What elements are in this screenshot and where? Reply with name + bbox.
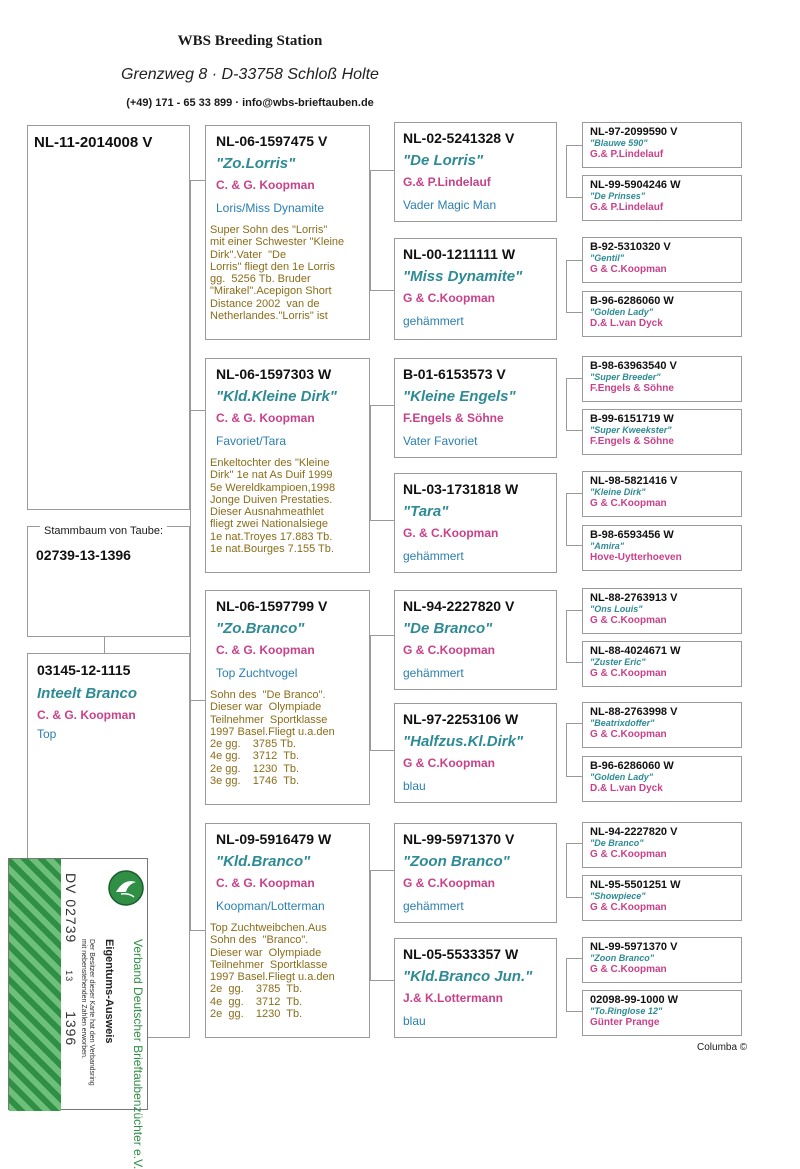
- connector-line: [566, 493, 582, 494]
- connector-line: [370, 520, 394, 521]
- pigeon-name: "Zo.Branco": [216, 620, 305, 637]
- connector-line: [566, 897, 582, 898]
- pigeon-name: "Miss Dynamite": [403, 268, 523, 285]
- pigeon-name: "Gentil": [590, 253, 625, 263]
- pigeon-gen2: [205, 823, 370, 1038]
- pigeon-ring: NL-03-1731818 W: [403, 481, 519, 497]
- pigeon-gen3: [394, 473, 557, 573]
- pigeon-gen4: [582, 641, 742, 687]
- pigeon-breeder: G.& P.Lindelauf: [590, 149, 664, 160]
- pigeon-gen3: [394, 238, 557, 340]
- connector-line: [566, 723, 582, 724]
- connector-line: [566, 145, 582, 146]
- station-title: WBS Breeding Station: [177, 33, 323, 49]
- pigeon-main: [27, 125, 190, 510]
- pigeon-breeder: G & C.Koopman: [590, 964, 667, 975]
- pigeon-gen3: [394, 703, 557, 803]
- pigeon-breeder: G & C.Koopman: [403, 756, 495, 770]
- pigeon-info: blau: [403, 1014, 426, 1028]
- pigeon-ring: NL-97-2253106 W: [403, 711, 519, 727]
- pigeon-name: "Tara": [403, 503, 449, 520]
- pigeon-gen3: [394, 823, 557, 923]
- pigeon-info: gehämmert: [403, 549, 464, 563]
- connector-line: [370, 405, 371, 520]
- pigeon-breeder: Hove-Uytterhoeven: [590, 552, 682, 563]
- pigeon-ring: NL-94-2227820 V: [403, 598, 515, 614]
- pigeon-name: "Ons Louis": [590, 604, 643, 614]
- pigeon-ring: NL-00-1211111 W: [403, 246, 516, 262]
- pigeon-info: gehämmert: [403, 666, 464, 680]
- card-ring-suffix: 1396: [63, 1011, 79, 1047]
- pigeon-ring: B-01-6153573 V: [403, 366, 506, 382]
- pigeon-breeder: Günter Prange: [590, 1017, 660, 1028]
- connector-line: [566, 843, 567, 897]
- connector-line: [566, 378, 582, 379]
- connector-line: [566, 958, 567, 1011]
- connector-line: [566, 610, 567, 662]
- pigeon-gen4: [582, 875, 742, 921]
- pigeon-ring: NL-88-4024671 W: [590, 645, 681, 657]
- pigeon-ring: B-99-6151719 W: [590, 413, 674, 425]
- pigeon-name: "De Branco": [590, 838, 644, 848]
- connector-line: [566, 723, 567, 776]
- mother-breeder: C. & G. Koopman: [37, 708, 136, 722]
- pigeon-name: "Kld.Branco Jun.": [403, 968, 533, 985]
- connector-line: [566, 378, 567, 430]
- pigeon-gen4: [582, 822, 742, 868]
- pigeon-ring: NL-09-5916479 W: [216, 831, 332, 847]
- connector-line: [566, 430, 582, 431]
- pigeon-breeder: C. & G. Koopman: [216, 876, 315, 890]
- pigeon-gen4: [582, 122, 742, 168]
- pigeon-ring: B-96-6286060 W: [590, 295, 674, 307]
- connector-line: [370, 870, 371, 980]
- connector-line: [370, 635, 371, 750]
- pigeon-breeder: G & C.Koopman: [403, 643, 495, 657]
- pigeon-breeder: F.Engels & Söhne: [590, 383, 674, 394]
- card-year: 13: [64, 970, 74, 983]
- pigeon-name: "Amira": [590, 541, 625, 551]
- pigeon-name: "De Prinses": [590, 191, 646, 201]
- pigeon-gen4: [582, 237, 742, 283]
- pigeon-breeder: G & C.Koopman: [590, 498, 667, 509]
- pigeon-name: "Kleine Dirk": [590, 487, 646, 497]
- pigeon-gen4: [582, 175, 742, 221]
- connector-line: [190, 410, 205, 411]
- pigeon-breeder: G & C.Koopman: [403, 291, 495, 305]
- pigeon-name: "Zuster Eric": [590, 657, 646, 667]
- pigeon-description: Enkeltochter des "Kleine Dirk" 1e nat As Duif 1999 5e Wereldkampioen,1998 Jonge Duiven Prestaties. Dieser Ausnahmeathlet fliegt zwei Nationalsiege 1e nat.Troyes 17.883 Tb. 1e nat.Bourges 7.155 Tb.: [210, 457, 336, 556]
- card-organisation: Verband Deutscher Brieftaubenzüchter e.V.: [131, 939, 145, 1169]
- connector-line: [190, 700, 205, 701]
- pigeon-breeder: F.Engels & Söhne: [590, 436, 674, 447]
- connector-line: [104, 637, 105, 653]
- stammbaum-label: Stammbaum von Taube:: [40, 525, 167, 537]
- pigeon-name: "Zoon Branco": [403, 853, 510, 870]
- pigeon-ring: NL-97-2099590 V: [590, 126, 678, 138]
- connector-line: [190, 930, 205, 931]
- pigeon-breeder: C. & G. Koopman: [216, 178, 315, 192]
- pigeon-breeder: F.Engels & Söhne: [403, 411, 504, 425]
- pigeon-gen4: [582, 588, 742, 634]
- connector-line: [566, 545, 582, 546]
- pigeon-ring: B-92-5310320 V: [590, 241, 671, 253]
- pigeon-ring: NL-88-2763913 V: [590, 592, 678, 604]
- pigeon-name: "Kld.Kleine Dirk": [216, 388, 337, 405]
- station-contact: (+49) 171 - 65 33 899 · info@wbs-brieftauben.de: [126, 97, 374, 109]
- pigeon-gen4: [582, 702, 742, 748]
- pigeon-ring: 02098-99-1000 W: [590, 994, 679, 1006]
- footer-copyright: Columba ©: [697, 1042, 748, 1053]
- pigeon-breeder: C. & G. Koopman: [216, 643, 315, 657]
- pigeon-gen4: [582, 356, 742, 402]
- pigeon-description: Super Sohn des "Lorris" mit einer Schwester "Kleine Dirk".Vater "De Lorris" fliegt den 1e Lorris gg. 5256 Tb. Bruder "Mirakel".Acepigon Short Distance 2002 van de Netherlandes."Lorris" ist: [210, 224, 345, 323]
- pigeon-gen3: [394, 122, 557, 222]
- card-fine-print: Der Besitzer dieser Karte hat den Verbandsring mit nebenstehenden Zahlen erworben.: [80, 939, 95, 1086]
- pigeon-name: "Blauwe 590": [590, 138, 648, 148]
- pigeon-info: Top Zuchtvogel: [216, 666, 298, 680]
- pigeon-ring: NL-99-5971370 V: [403, 831, 515, 847]
- pigeon-name: "Beatrixdoffer": [590, 718, 655, 728]
- pigeon-name: "Kleine Engels": [403, 388, 516, 405]
- connector-line: [190, 180, 205, 181]
- pigeon-name: "De Branco": [403, 620, 493, 637]
- main-ring: NL-11-2014008 V: [34, 134, 153, 151]
- pigeon-breeder: C. & G. Koopman: [216, 411, 315, 425]
- pigeon-logo-icon: [107, 869, 145, 907]
- pigeon-info: Loris/Miss Dynamite: [216, 201, 325, 215]
- pigeon-gen2: [205, 125, 370, 340]
- pigeon-description: Top Zuchtweibchen.Aus Sohn des "Branco". Dieser war Olympiade Teilnehmer Sportklasse 1997 Basel.Fliegt u.a.den 2e gg. 3785 Tb. 4e gg. 3712 Tb. 2e gg. 1230 Tb.: [210, 922, 335, 1021]
- pigeon-breeder: G.& P.Lindelauf: [403, 175, 491, 189]
- pigeon-breeder: G & C.Koopman: [590, 902, 667, 913]
- connector-line: [566, 776, 582, 777]
- pigeon-name: "De Lorris": [403, 152, 484, 169]
- mother-info: Top: [37, 727, 57, 741]
- pigeon-ring: NL-02-5241328 V: [403, 130, 515, 146]
- connector-line: [566, 843, 582, 844]
- pigeon-breeder: G & C.Koopman: [590, 729, 667, 740]
- card-title: Eigentums-Ausweis: [103, 939, 115, 1044]
- pigeon-ring: NL-95-5501251 W: [590, 879, 681, 891]
- connector-line: [566, 958, 582, 959]
- pigeon-info: Favoriet/Tara: [216, 434, 287, 448]
- pigeon-gen4: [582, 756, 742, 802]
- pigeon-name: "Super Breeder": [590, 372, 661, 382]
- pigeon-gen4: [582, 525, 742, 571]
- mother-name: Inteelt Branco: [37, 685, 138, 702]
- pigeon-gen2: [205, 590, 370, 805]
- pigeon-name: "Zo.Lorris": [216, 155, 296, 172]
- connector-line: [566, 145, 567, 197]
- pigeon-breeder: G & C.Koopman: [590, 615, 667, 626]
- pigeon-info: blau: [403, 779, 426, 793]
- connector-line: [566, 197, 582, 198]
- connector-line: [370, 290, 394, 291]
- pigeon-ring: NL-06-1597303 W: [216, 366, 332, 382]
- connector-line: [370, 750, 394, 751]
- pigeon-breeder: G. & C.Koopman: [403, 526, 499, 540]
- pigeon-gen3: [394, 938, 557, 1038]
- pigeon-breeder: G & C.Koopman: [590, 668, 667, 679]
- pigeon-name: "Golden Lady": [590, 772, 654, 782]
- connector-line: [566, 662, 582, 663]
- connector-line: [566, 610, 582, 611]
- pigeon-breeder: G & C.Koopman: [403, 876, 495, 890]
- pigeon-name: "Showpiece": [590, 891, 646, 901]
- pigeon-gen4: [582, 471, 742, 517]
- pigeon-breeder: D.& L.van Dyck: [590, 783, 663, 794]
- pigeon-ring: B-98-6593456 W: [590, 529, 674, 541]
- pigeon-gen4: [582, 937, 742, 983]
- pigeon-breeder: J.& K.Lottermann: [403, 991, 504, 1005]
- stammbaum-box: [27, 526, 190, 637]
- pigeon-ring: NL-99-5971370 V: [590, 941, 678, 953]
- connector-line: [370, 405, 394, 406]
- pigeon-name: "Golden Lady": [590, 307, 654, 317]
- pigeon-ring: B-96-6286060 W: [590, 760, 674, 772]
- connector-line: [566, 493, 567, 545]
- pigeon-breeder: G & C.Koopman: [590, 849, 667, 860]
- pigeon-info: gehämmert: [403, 899, 464, 913]
- connector-line: [370, 635, 394, 636]
- pigeon-breeder: G.& P.Lindelauf: [590, 202, 664, 213]
- connector-line: [370, 170, 371, 290]
- connector-line: [566, 260, 567, 312]
- pigeon-breeder: D.& L.van Dyck: [590, 318, 663, 329]
- pigeon-ring: NL-94-2227820 V: [590, 826, 678, 838]
- pigeon-ring: NL-88-2763998 V: [590, 706, 678, 718]
- pigeon-gen4: [582, 409, 742, 455]
- pigeon-gen2: [205, 358, 370, 573]
- pigeon-info: Koopman/Lotterman: [216, 899, 325, 913]
- pigeon-ring: B-98-63963540 V: [590, 360, 677, 372]
- pigeon-description: Sohn des "De Branco". Dieser war Olympiade Teilnehmer Sportklasse 1997 Basel.Fliegt u.a.den 2e gg. 3785 Tb. 4e gg. 3712 Tb. 2e gg. 1230 Tb. 3e gg. 1746 Tb.: [210, 689, 335, 788]
- card-ring-number: [63, 873, 79, 1046]
- pigeon-gen3: [394, 590, 557, 690]
- pigeon-ring: NL-06-1597799 V: [216, 598, 328, 614]
- pigeon-gen4: [582, 291, 742, 337]
- card-ring-prefix: DV 02739: [63, 873, 79, 944]
- connector-line: [566, 260, 582, 261]
- pigeon-name: "Kld.Branco": [216, 853, 311, 870]
- pigeon-ring: NL-98-5821416 V: [590, 475, 678, 487]
- connector-line: [566, 312, 582, 313]
- card-pattern-strip: [9, 859, 61, 1111]
- pigeon-breeder: G & C.Koopman: [590, 264, 667, 275]
- connector-line: [370, 170, 394, 171]
- station-address: Grenzweg 8 · D-33758 Schloß Holte: [121, 66, 379, 83]
- connector-line: [370, 870, 394, 871]
- ownership-card: [8, 858, 148, 1169]
- pigeon-name: "Super Kweekster": [590, 425, 672, 435]
- connector-line: [370, 980, 394, 981]
- pigeon-ring: NL-99-5904246 W: [590, 179, 681, 191]
- pigeon-ring: NL-05-5533357 W: [403, 946, 519, 962]
- mother-ring: 03145-12-1115: [37, 662, 131, 678]
- pigeon-info: Vater Favoriet: [403, 434, 478, 448]
- stammbaum-number: 02739-13-1396: [36, 547, 131, 563]
- pigeon-name: "Zoon Branco": [590, 953, 655, 963]
- pigeon-info: Vader Magic Man: [403, 198, 497, 212]
- pigeon-ring: NL-06-1597475 V: [216, 133, 328, 149]
- pigeon-gen3: [394, 358, 557, 458]
- pigeon-name: "To.Ringlose 12": [590, 1006, 663, 1016]
- pigeon-info: gehämmert: [403, 314, 464, 328]
- pigeon-name: "Halfzus.Kl.Dirk": [403, 733, 524, 750]
- connector-line: [190, 180, 191, 930]
- pigeon-gen4: [582, 990, 742, 1036]
- connector-line: [566, 1011, 582, 1012]
